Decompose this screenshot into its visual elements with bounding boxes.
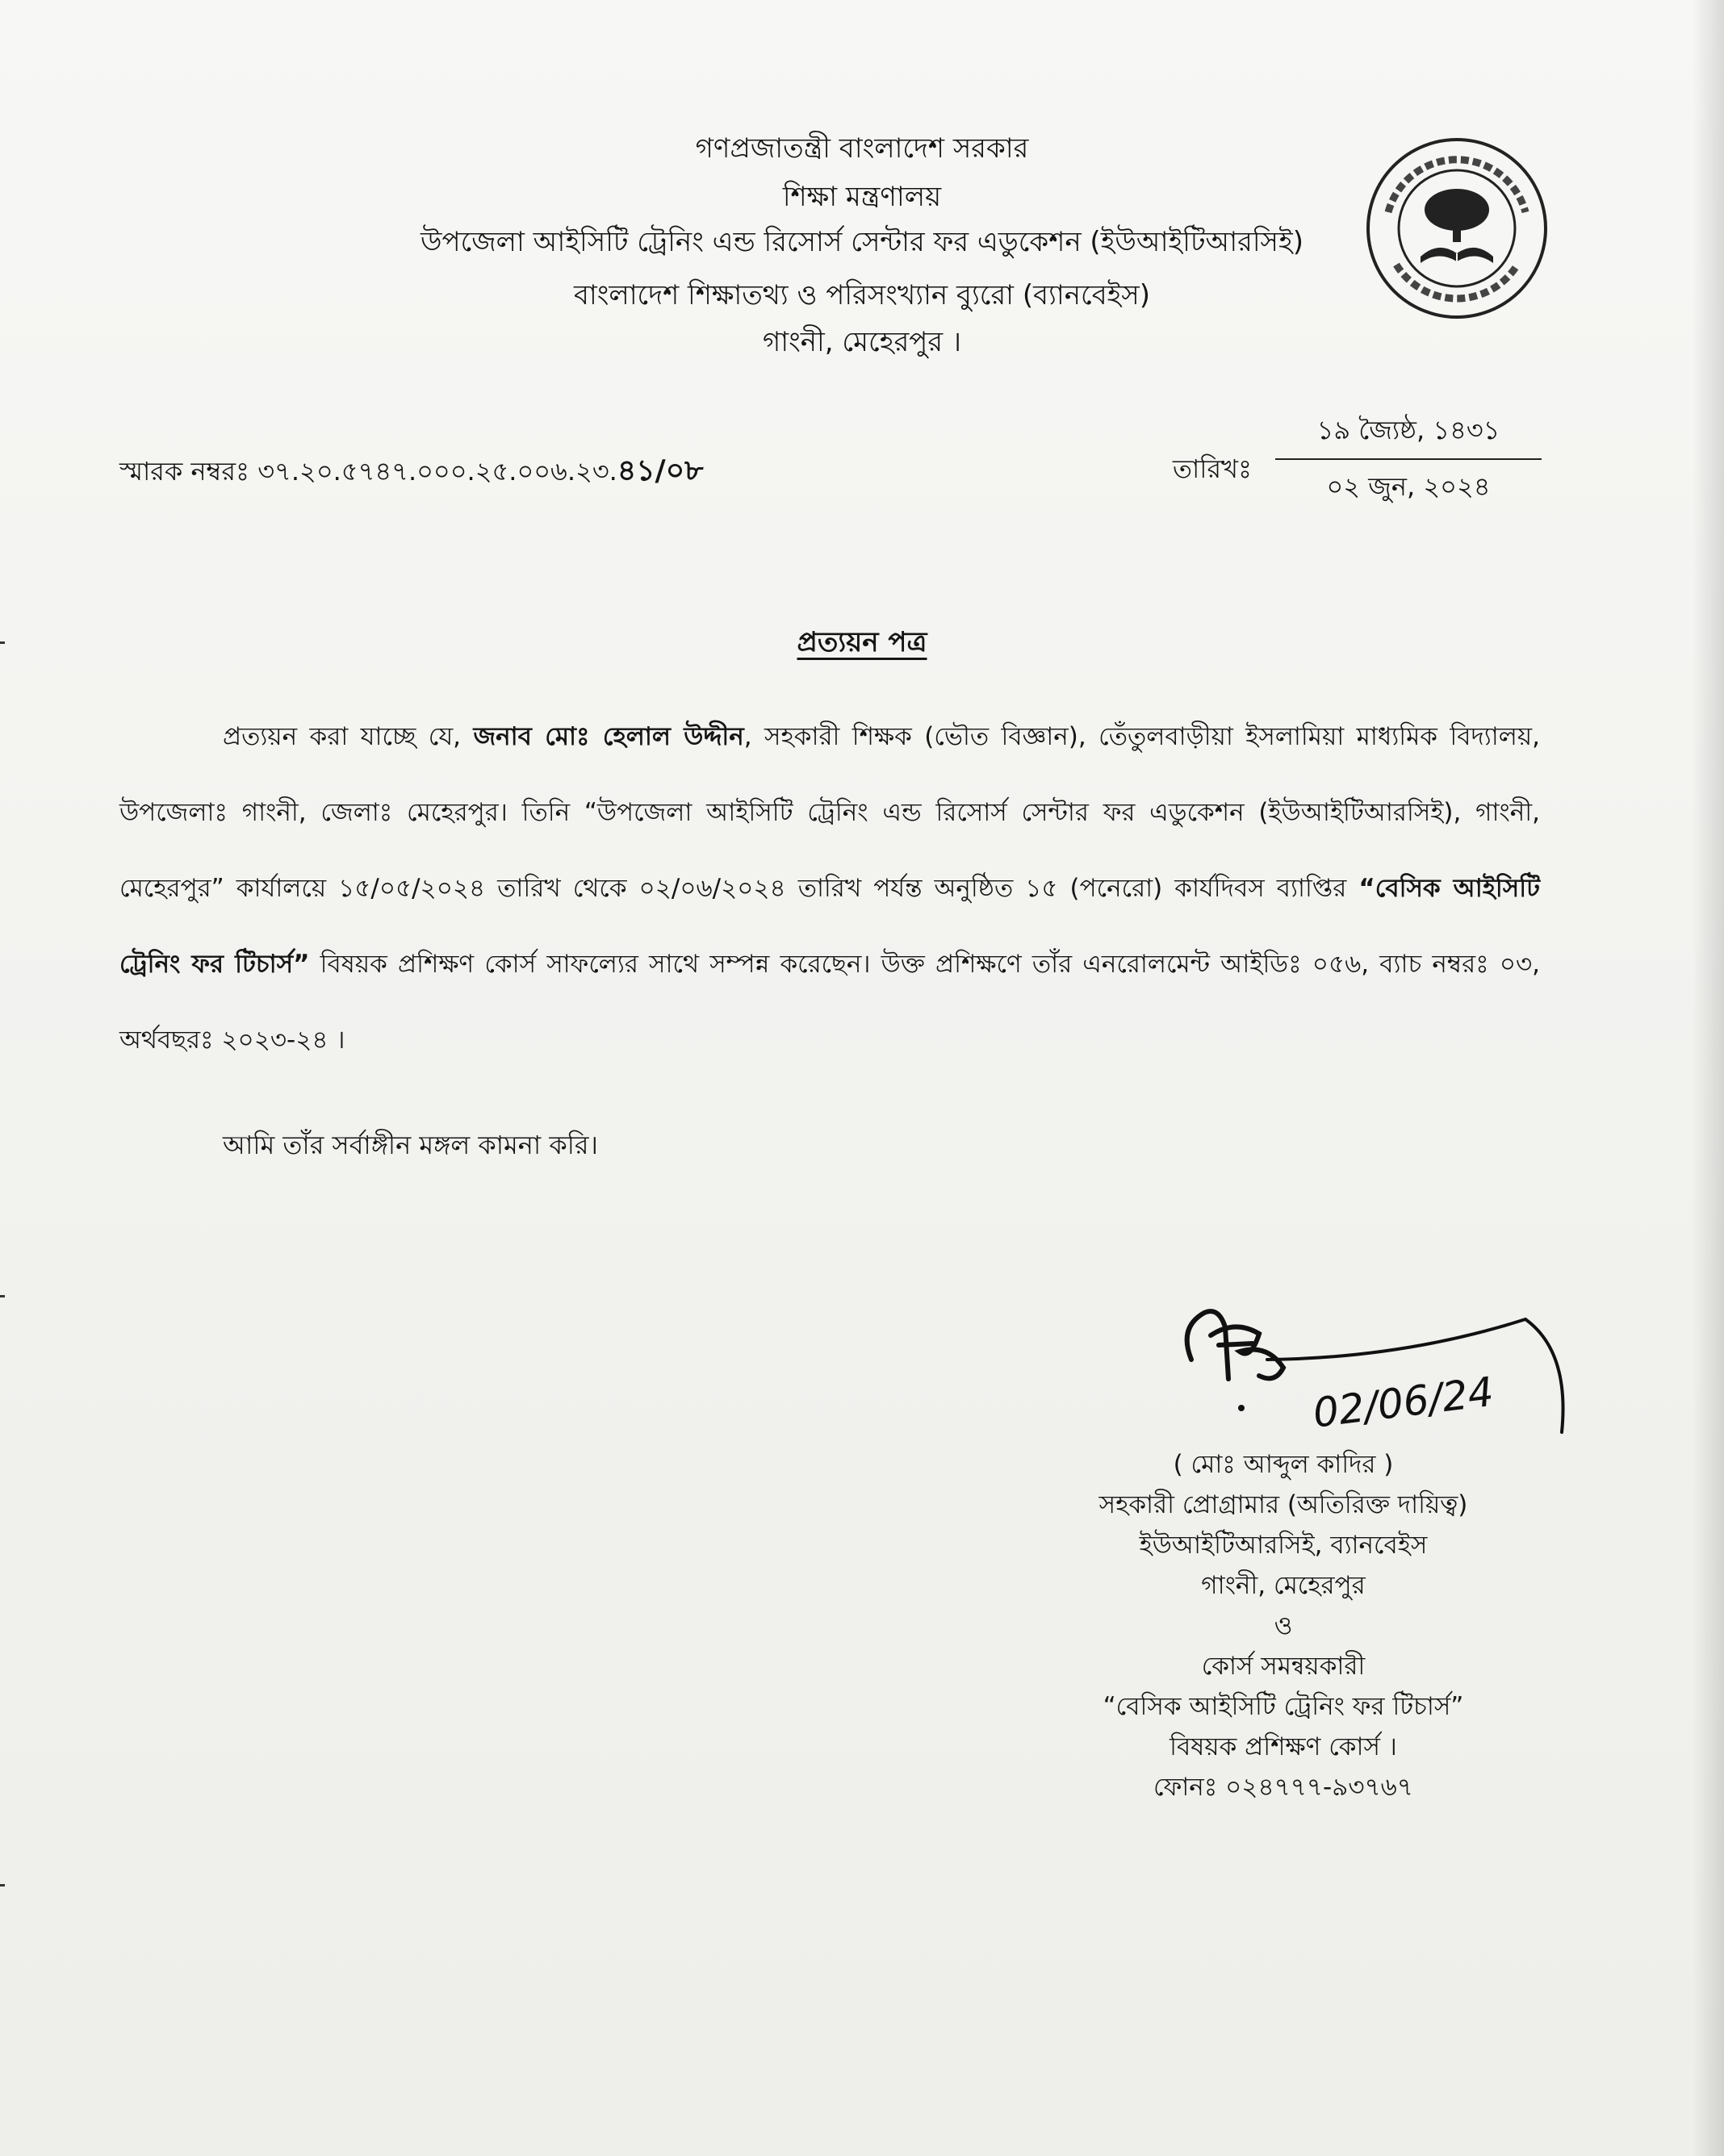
signatory-name: ( মোঃ আব্দুল কাদির ) xyxy=(1173,1450,1394,1479)
date-divider xyxy=(1275,458,1542,460)
course-name: “বেসিক আইসিটি ট্রেনিং ফর টিচার্স” xyxy=(119,874,1540,979)
signatory-conjunction: ও xyxy=(1274,1611,1293,1640)
trainee-name: জনাব মোঃ হেলাল উদ্দীন xyxy=(473,722,744,751)
signatory-role: কোর্স সমন্বয়কারী xyxy=(1201,1652,1366,1681)
margin-mark xyxy=(0,1884,5,1886)
body-details: , সহকারী শিক্ষক (ভৌত বিজ্ঞান), তেঁতুলবাড়ীয়া ইসলামিয়া মাধ্যমিক বিদ্যালয়, উপজেলাঃ গাংনী, জেলাঃ মেহেরপুর। তিনি “উপজেলা আইসিটি ট্রেনিং এন্ড রিসোর্স সেন্টার ফর এডুকেশন (ইউআইটিআরসিই), গাংনী, মেহেরপুর” কার্যালয়ে ১৫/০৫/২০২৪ তারিখ থেকে ০২/০৬/২০২৪ তারিখ পর্যন্ত অনুষ্ঠিত ১৫ (পনেরো) কার্যদিবস ব্যাপ্তির xyxy=(119,722,1540,903)
signatory-office: ইউআইটিআরসিই, ব্যানবেইস xyxy=(1139,1531,1428,1560)
header-center: উপজেলা আইসিটি ট্রেনিং এন্ড রিসোর্স সেন্টার ফর এডুকেশন (ইউআইটিআরসিই) xyxy=(421,226,1303,258)
signatory-title: সহকারী প্রোগ্রামার (অতিরিক্ত দায়িত্ব) xyxy=(1098,1490,1468,1519)
memo-number-suffix: ৪১/০৮ xyxy=(617,454,704,487)
seal-logo-icon xyxy=(1364,136,1550,321)
handwritten-date: 02/06/24 xyxy=(1310,1368,1496,1437)
memo-number xyxy=(119,449,703,497)
header-government: গণপ্রজাতন্ত্রী বাংলাদেশ সরকার xyxy=(695,132,1029,165)
signatory-course: “বেসিক আইসিটি ট্রেনিং ফর টিচার্স” xyxy=(1103,1692,1464,1721)
header-location: গাংনী, মেহেরপুর । xyxy=(762,326,962,358)
header-ministry: শিক্ষা মন্ত্রণালয় xyxy=(782,181,942,213)
memo-number-prefix: ৩৭.২০.৫৭৪৭.০০০.২৫.০০৬.২৩. xyxy=(257,456,617,487)
certificate-body xyxy=(119,699,1540,1078)
body-conclusion: বিষয়ক প্রশিক্ষণ কোর্স সাফল্যের সাথে সম্পন্ন করেছেন। উক্ত প্রশিক্ষণে তাঁর এনরোলমেন্ট আইডিঃ ০৫৬, ব্যাচ নম্বরঃ ০৩, অর্থবছরঃ ২০২৩-২৪ । xyxy=(119,950,1540,1055)
date-label: তারিখঃ xyxy=(1173,453,1253,484)
handwritten-signature xyxy=(1162,1295,1582,1440)
letter-subject xyxy=(0,621,1724,667)
signatory-location: গাংনী, মেহেরপুর xyxy=(1201,1571,1366,1600)
signatory-course-suffix: বিষয়ক প্রশিক্ষণ কোর্স । xyxy=(1170,1732,1397,1761)
signatory-phone: ফোনঃ ০২৪৭৭৭-৯৩৭৬৭ xyxy=(1153,1773,1413,1802)
memo-label: স্মারক নম্বরঃ xyxy=(119,456,250,487)
signatory-block xyxy=(1057,1444,1509,1807)
page-edge-shadow xyxy=(1692,0,1724,2156)
margin-mark xyxy=(0,1295,5,1297)
date-english: ০২ জুন, ২০২৪ xyxy=(1326,471,1491,502)
subject-text: প্রত্যয়ন পত্র xyxy=(797,626,927,658)
body-intro: প্রত্যয়ন করা যাচ্ছে যে, xyxy=(223,722,474,751)
header-bureau: বাংলাদেশ শিক্ষাতথ্য ও পরিসংখ্যান ব্যুরো (ব্যানবেইস) xyxy=(573,279,1151,311)
date-bangla: ১৯ জ্যৈষ্ঠ, ১৪৩১ xyxy=(1316,415,1500,445)
closing-wish: আমি তাঁর সর্বাঙ্গীন মঙ্গল কামনা করি। xyxy=(223,1130,598,1160)
